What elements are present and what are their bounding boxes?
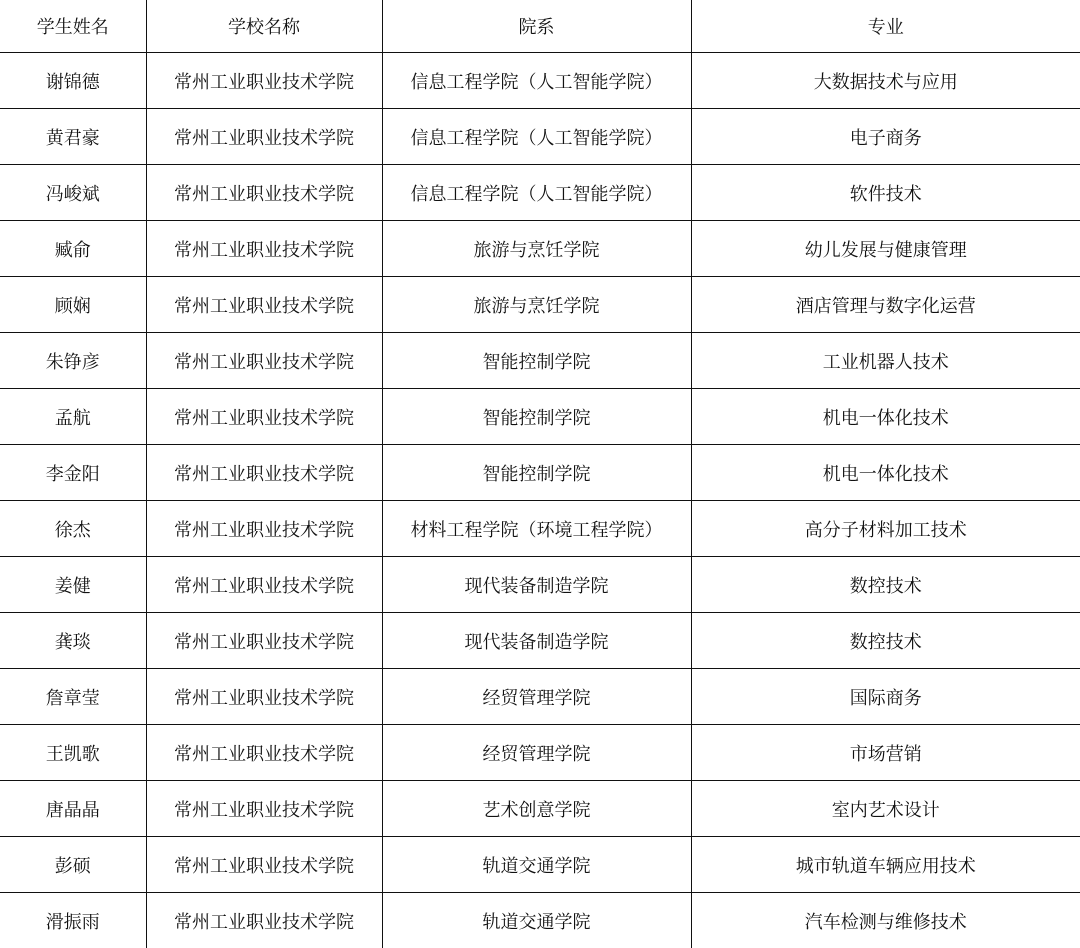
cell-department: 智能控制学院 xyxy=(382,333,691,389)
cell-major: 汽车检测与维修技术 xyxy=(691,893,1080,948)
cell-student-name: 谢锦德 xyxy=(0,53,146,109)
cell-student-name: 滑振雨 xyxy=(0,893,146,948)
table-row xyxy=(0,613,1080,669)
cell-student-name: 黄君豪 xyxy=(0,109,146,165)
table-row xyxy=(0,557,1080,613)
cell-school-name: 常州工业职业技术学院 xyxy=(146,53,382,109)
cell-major: 数控技术 xyxy=(691,613,1080,669)
cell-student-name: 詹章莹 xyxy=(0,669,146,725)
cell-department: 经贸管理学院 xyxy=(382,669,691,725)
cell-school-name: 常州工业职业技术学院 xyxy=(146,781,382,837)
cell-department: 信息工程学院（人工智能学院） xyxy=(382,109,691,165)
cell-major: 高分子材料加工技术 xyxy=(691,501,1080,557)
cell-department: 轨道交通学院 xyxy=(382,837,691,893)
cell-department: 智能控制学院 xyxy=(382,445,691,501)
cell-student-name: 朱铮彦 xyxy=(0,333,146,389)
table-row xyxy=(0,165,1080,221)
cell-major: 酒店管理与数字化运营 xyxy=(691,277,1080,333)
table-body xyxy=(0,53,1080,948)
cell-school-name: 常州工业职业技术学院 xyxy=(146,669,382,725)
cell-department: 旅游与烹饪学院 xyxy=(382,277,691,333)
header-student-name: 学生姓名 xyxy=(0,0,146,53)
cell-major: 国际商务 xyxy=(691,669,1080,725)
cell-department: 信息工程学院（人工智能学院） xyxy=(382,53,691,109)
cell-school-name: 常州工业职业技术学院 xyxy=(146,557,382,613)
table-row xyxy=(0,389,1080,445)
cell-school-name: 常州工业职业技术学院 xyxy=(146,109,382,165)
table-row xyxy=(0,501,1080,557)
cell-major: 城市轨道车辆应用技术 xyxy=(691,837,1080,893)
cell-department: 轨道交通学院 xyxy=(382,893,691,948)
cell-student-name: 李金阳 xyxy=(0,445,146,501)
cell-school-name: 常州工业职业技术学院 xyxy=(146,725,382,781)
cell-department: 经贸管理学院 xyxy=(382,725,691,781)
cell-school-name: 常州工业职业技术学院 xyxy=(146,837,382,893)
table-row xyxy=(0,781,1080,837)
table-row xyxy=(0,333,1080,389)
cell-student-name: 冯峻斌 xyxy=(0,165,146,221)
table-row xyxy=(0,109,1080,165)
cell-major: 数控技术 xyxy=(691,557,1080,613)
cell-department: 现代装备制造学院 xyxy=(382,613,691,669)
cell-department: 智能控制学院 xyxy=(382,389,691,445)
cell-major: 软件技术 xyxy=(691,165,1080,221)
cell-school-name: 常州工业职业技术学院 xyxy=(146,613,382,669)
cell-department: 艺术创意学院 xyxy=(382,781,691,837)
cell-department: 旅游与烹饪学院 xyxy=(382,221,691,277)
cell-student-name: 孟航 xyxy=(0,389,146,445)
cell-student-name: 顾娴 xyxy=(0,277,146,333)
cell-student-name: 彭硕 xyxy=(0,837,146,893)
header-major: 专业 xyxy=(691,0,1080,53)
table-row xyxy=(0,669,1080,725)
cell-major: 幼儿发展与健康管理 xyxy=(691,221,1080,277)
header-department: 院系 xyxy=(382,0,691,53)
header-school-name: 学校名称 xyxy=(146,0,382,53)
cell-school-name: 常州工业职业技术学院 xyxy=(146,389,382,445)
cell-major: 市场营销 xyxy=(691,725,1080,781)
cell-school-name: 常州工业职业技术学院 xyxy=(146,221,382,277)
cell-major: 电子商务 xyxy=(691,109,1080,165)
cell-school-name: 常州工业职业技术学院 xyxy=(146,333,382,389)
cell-major: 机电一体化技术 xyxy=(691,445,1080,501)
cell-student-name: 龚琰 xyxy=(0,613,146,669)
cell-student-name: 唐晶晶 xyxy=(0,781,146,837)
table-row xyxy=(0,221,1080,277)
cell-student-name: 姜健 xyxy=(0,557,146,613)
cell-major: 大数据技术与应用 xyxy=(691,53,1080,109)
cell-department: 信息工程学院（人工智能学院） xyxy=(382,165,691,221)
cell-school-name: 常州工业职业技术学院 xyxy=(146,277,382,333)
header-row xyxy=(0,0,1080,53)
table-row xyxy=(0,53,1080,109)
cell-school-name: 常州工业职业技术学院 xyxy=(146,501,382,557)
cell-major: 室内艺术设计 xyxy=(691,781,1080,837)
table-row xyxy=(0,837,1080,893)
cell-student-name: 徐杰 xyxy=(0,501,146,557)
cell-school-name: 常州工业职业技术学院 xyxy=(146,893,382,948)
cell-school-name: 常州工业职业技术学院 xyxy=(146,165,382,221)
cell-major: 机电一体化技术 xyxy=(691,389,1080,445)
cell-major: 工业机器人技术 xyxy=(691,333,1080,389)
cell-student-name: 臧俞 xyxy=(0,221,146,277)
table-row xyxy=(0,445,1080,501)
cell-department: 现代装备制造学院 xyxy=(382,557,691,613)
cell-school-name: 常州工业职业技术学院 xyxy=(146,445,382,501)
cell-student-name: 王凯歌 xyxy=(0,725,146,781)
cell-department: 材料工程学院（环境工程学院） xyxy=(382,501,691,557)
table-row xyxy=(0,725,1080,781)
table-header xyxy=(0,0,1080,53)
table-row xyxy=(0,277,1080,333)
